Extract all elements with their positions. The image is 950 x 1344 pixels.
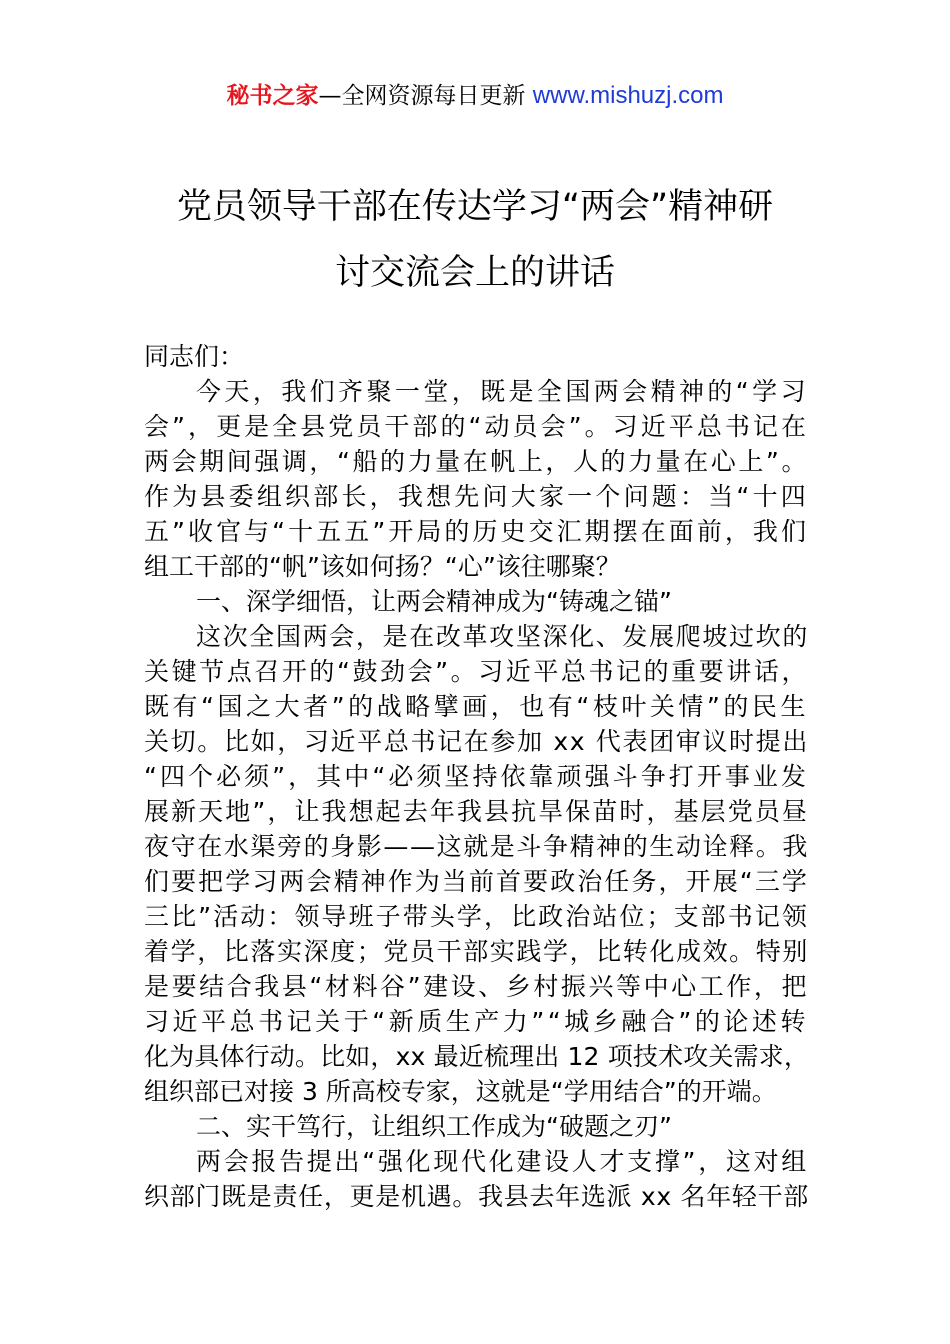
body-line: 既有“国之大者”的战略擘画，也有“枝叶关情”的民生: [144, 692, 809, 721]
section-heading-1: 一、深学细悟，让两会精神成为“铸魂之锚”: [196, 587, 672, 616]
body-line: 们要把学习两会精神作为当前首要政治任务，开展“三学: [144, 867, 809, 896]
body-line: “四个必须”，其中“必须坚持依靠顽强斗争打开事业发: [144, 762, 810, 791]
body-line: 关切。比如，习近平总书记在参加 xx 代表团审议时提出: [144, 727, 809, 756]
body-line: 化为具体行动。比如，xx 最近梳理出 12 项技术攻关需求，: [144, 1042, 809, 1071]
document-title: [130, 174, 820, 306]
site-header: [0, 78, 950, 114]
salutation: 同志们：: [144, 342, 245, 371]
body-line: 两会期间强调，“船的力量在帆上，人的力量在心上”。: [144, 447, 810, 476]
header-tagline: —全网资源每日更新: [318, 83, 533, 109]
body-line: 五”收官与“十五五”开局的历史交汇期摆在面前，我们: [144, 517, 810, 546]
body-line: 关键节点召开的“鼓劲会”。习近平总书记的重要讲话，: [144, 657, 810, 686]
body-line: 三比”活动：领导班子带头学，比政治站位；支部书记领: [144, 902, 809, 931]
section-heading-2: 二、实干笃行，让组织工作成为“破题之刃”: [196, 1112, 672, 1141]
body-line: 习近平总书记关于“新质生产力”“城乡融合”的论述转: [144, 1007, 809, 1036]
title-line-1: 党员领导干部在传达学习“两会”精神研: [176, 187, 774, 227]
body-line: 今天，我们齐聚一堂，既是全国两会精神的“学习: [196, 377, 809, 406]
body-line: 是要结合我县“材料谷”建设、乡村振兴等中心工作，把: [144, 972, 810, 1001]
brand-name: 秘书之家: [226, 83, 319, 109]
title-line-2: 讨交流会上的讲话: [334, 253, 615, 293]
body-line: 组工干部的“帆”该如何扬？“心”该往哪聚？: [144, 552, 621, 581]
body-line: 两会报告提出“强化现代化建设人才支撑”，这对组: [196, 1147, 810, 1176]
body-line: 织部门既是责任，更是机遇。我县去年选派 xx 名年轻干部: [144, 1182, 809, 1211]
body-line: 会”，更是全县党员干部的“动员会”。习近平总书记在: [144, 412, 810, 441]
body-line: 展新天地”，让我想起去年我县抗旱保苗时，基层党员昼: [144, 797, 809, 826]
body-line: 组织部已对接 3 所高校专家，这就是“学用结合”的开端。: [144, 1077, 777, 1106]
body-line: 夜守在水渠旁的身影——这就是斗争精神的生动诠释。我: [144, 832, 809, 861]
body-line: 着学，比落实深度；党员干部实践学，比转化成效。特别: [144, 937, 809, 966]
body-line: 作为县委组织部长，我想先问大家一个问题：当“十四: [144, 482, 809, 511]
document-body: [144, 339, 809, 1214]
site-url-link[interactable]: www.mishuzj.com: [532, 82, 724, 109]
body-line: 这次全国两会，是在改革攻坚深化、发展爬坡过坎的: [196, 622, 809, 651]
